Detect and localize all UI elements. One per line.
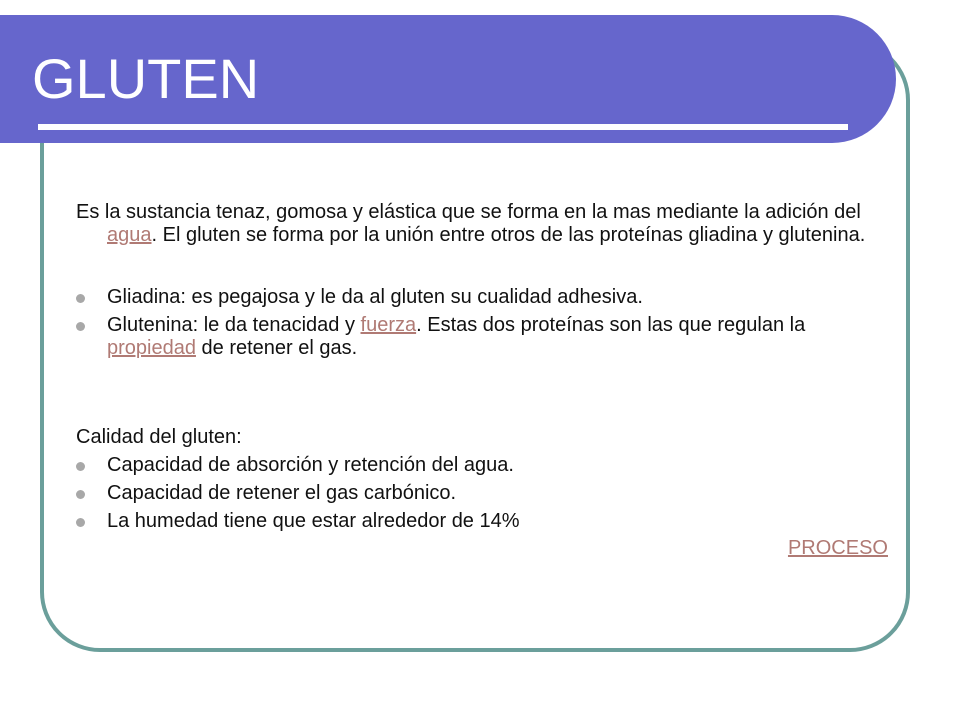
proceso-row bbox=[76, 537, 888, 560]
bullet-text: Capacidad de retener el gas carbónico. bbox=[107, 482, 457, 504]
intro-text-end: . El gluten se forma por la unión entre otros de las proteínas gliadina y glutenina. bbox=[151, 224, 866, 246]
slide-body bbox=[76, 201, 888, 560]
list-item bbox=[76, 314, 888, 360]
protein-bullet-list bbox=[76, 286, 888, 360]
list-item bbox=[76, 482, 888, 505]
bullet-icon bbox=[76, 322, 85, 331]
bullet-text-middle: . Estas dos proteínas son las que regulan la bbox=[416, 314, 806, 336]
list-item bbox=[76, 454, 888, 477]
slide-title: GLUTEN bbox=[32, 47, 260, 110]
fuerza-link[interactable]: fuerza bbox=[360, 314, 417, 336]
bullet-text: Capacidad de absorción y retención del agua. bbox=[107, 454, 514, 476]
list-item bbox=[76, 510, 888, 533]
list-item bbox=[76, 286, 888, 309]
quality-bullet-list bbox=[76, 454, 888, 533]
agua-link[interactable]: agua bbox=[107, 224, 152, 246]
bullet-text-start: Glutenina: le da tenacidad y bbox=[107, 314, 361, 336]
bullet-text: La humedad tiene que estar alrededor de 14% bbox=[107, 510, 520, 532]
bullet-icon bbox=[76, 294, 85, 303]
intro-paragraph bbox=[76, 201, 888, 247]
bullet-text: Gliadina: es pegajosa y le da al gluten su cualidad adhesiva. bbox=[107, 286, 643, 308]
bullet-icon bbox=[76, 518, 85, 527]
bullet-icon bbox=[76, 490, 85, 499]
quality-heading: Calidad del gluten: bbox=[76, 426, 242, 448]
bullet-text-end: de retener el gas. bbox=[195, 337, 358, 359]
bullet-icon bbox=[76, 462, 85, 471]
intro-text-start: Es la sustancia tenaz, gomosa y elástica que se forma en la mas mediante la adición del bbox=[76, 201, 861, 223]
title-underline bbox=[38, 124, 848, 130]
proceso-link[interactable]: PROCESO bbox=[787, 537, 888, 559]
propiedad-link[interactable]: propiedad bbox=[107, 337, 196, 359]
